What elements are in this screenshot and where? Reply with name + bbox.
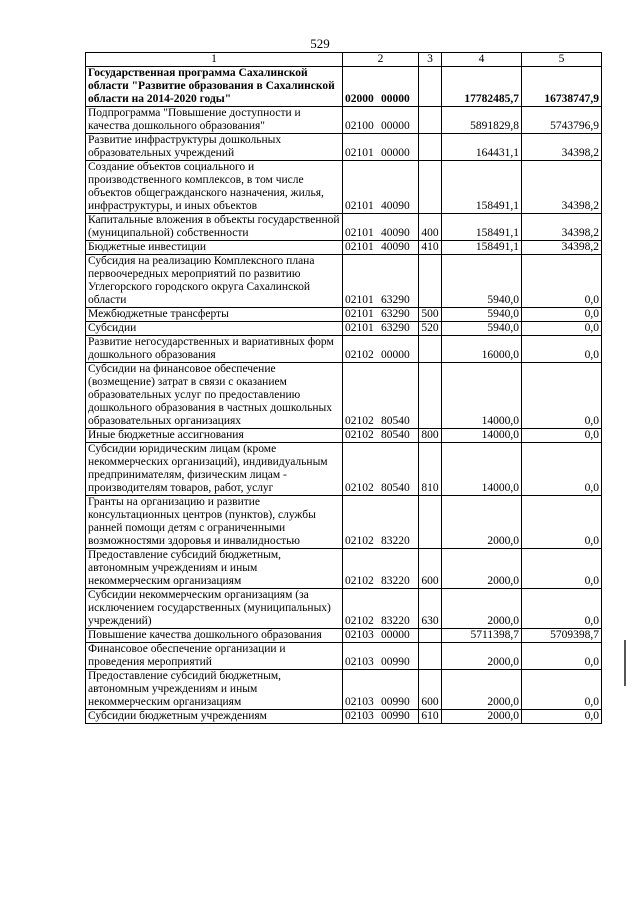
row-amount-5: 0,0	[522, 429, 602, 443]
row-code	[343, 670, 419, 710]
row-amount-4: 5940,0	[442, 308, 522, 322]
row-code	[343, 161, 419, 214]
code-direction: 83220	[381, 575, 410, 587]
table-row	[86, 107, 602, 134]
code-direction: 00000	[381, 629, 410, 641]
page-number: 529	[310, 36, 330, 51]
row-amount-5: 0,0	[522, 443, 602, 496]
code-direction: 00000	[381, 120, 410, 132]
code-program: 02103	[345, 629, 374, 641]
row-amount-5: 0,0	[522, 549, 602, 589]
table-row	[86, 67, 602, 107]
row-code	[343, 255, 419, 308]
row-amount-4: 17782485,7	[442, 67, 522, 107]
code-direction: 00000	[381, 147, 410, 159]
row-amount-5: 34398,2	[522, 161, 602, 214]
code-direction: 63290	[381, 308, 410, 320]
row-name: Повышение качества дошкольного образования	[86, 629, 343, 643]
header-row	[86, 53, 602, 67]
scan-mark	[624, 640, 626, 686]
row-code	[343, 643, 419, 670]
row-expense-type	[419, 107, 442, 134]
row-amount-5: 0,0	[522, 670, 602, 710]
row-amount-4: 158491,1	[442, 214, 522, 241]
row-code	[343, 308, 419, 322]
row-amount-5: 0,0	[522, 255, 602, 308]
row-code	[343, 322, 419, 336]
table-row	[86, 710, 602, 724]
row-name: Субсидия на реализацию Комплексного плана первоочередных мероприятий по развитию Углегорского городского округа Сахалинской области	[86, 255, 343, 308]
code-direction: 40090	[381, 241, 410, 253]
code-direction: 83220	[381, 535, 410, 547]
row-amount-5: 0,0	[522, 363, 602, 429]
row-expense-type: 610	[419, 710, 442, 724]
row-code	[343, 241, 419, 255]
row-expense-type: 400	[419, 214, 442, 241]
row-amount-5: 34398,2	[522, 134, 602, 161]
code-program: 02101	[345, 294, 374, 306]
code-direction: 63290	[381, 294, 410, 306]
row-amount-5: 0,0	[522, 308, 602, 322]
code-program: 02000	[345, 93, 374, 105]
code-program: 02103	[345, 696, 374, 708]
row-name: Государственная программа Сахалинской области "Развитие образования в Сахалинской области на 2014-2020 годы"	[86, 67, 343, 107]
row-code	[343, 443, 419, 496]
row-name: Создание объектов социального и производственного комплексов, в том числе объектов общегражданского назначения, жилья, инфраструктуры, и иных объектов	[86, 161, 343, 214]
row-amount-5: 5709398,7	[522, 629, 602, 643]
header-col-3: 3	[419, 53, 442, 67]
table-row	[86, 308, 602, 322]
code-program: 02103	[345, 656, 374, 668]
table-row	[86, 134, 602, 161]
table-row	[86, 161, 602, 214]
table-row	[86, 589, 602, 629]
row-expense-type: 600	[419, 549, 442, 589]
row-expense-type	[419, 134, 442, 161]
row-amount-4: 5711398,7	[442, 629, 522, 643]
row-code	[343, 67, 419, 107]
row-code	[343, 710, 419, 724]
table-row	[86, 241, 602, 255]
row-amount-4: 2000,0	[442, 589, 522, 629]
table-row	[86, 549, 602, 589]
row-name: Межбюджетные трансферты	[86, 308, 343, 322]
header-col-5: 5	[522, 53, 602, 67]
code-program: 02102	[345, 615, 374, 627]
row-amount-5: 0,0	[522, 710, 602, 724]
row-expense-type	[419, 629, 442, 643]
table-row	[86, 336, 602, 363]
row-code	[343, 214, 419, 241]
row-name: Предоставление субсидий бюджетным, автономным учреждениям и иным некоммерческим организациям	[86, 549, 343, 589]
code-program: 02101	[345, 200, 374, 212]
code-program: 02101	[345, 308, 374, 320]
row-name: Субсидии	[86, 322, 343, 336]
row-amount-4: 2000,0	[442, 549, 522, 589]
header-col-4: 4	[442, 53, 522, 67]
row-name: Субсидии некоммерческим организациям (за исключением государственных (муниципальных) учреждений)	[86, 589, 343, 629]
code-direction: 00000	[381, 93, 410, 105]
code-program: 02102	[345, 415, 374, 427]
row-amount-5: 0,0	[522, 322, 602, 336]
table-row	[86, 429, 602, 443]
table-row	[86, 670, 602, 710]
table-row	[86, 643, 602, 670]
row-amount-5: 5743796,9	[522, 107, 602, 134]
code-direction: 63290	[381, 322, 410, 334]
row-expense-type	[419, 363, 442, 429]
row-amount-4: 5940,0	[442, 322, 522, 336]
row-expense-type: 500	[419, 308, 442, 322]
row-code	[343, 549, 419, 589]
table-row	[86, 255, 602, 308]
row-amount-5: 34398,2	[522, 214, 602, 241]
row-expense-type: 600	[419, 670, 442, 710]
table-row	[86, 363, 602, 429]
code-direction: 00990	[381, 710, 410, 722]
code-program: 02102	[345, 349, 374, 361]
row-amount-4: 14000,0	[442, 363, 522, 429]
code-program: 02100	[345, 120, 374, 132]
row-expense-type: 800	[419, 429, 442, 443]
code-direction: 80540	[381, 429, 410, 441]
row-amount-4: 5891829,8	[442, 107, 522, 134]
row-code	[343, 629, 419, 643]
table-row	[86, 629, 602, 643]
row-code	[343, 336, 419, 363]
row-expense-type: 630	[419, 589, 442, 629]
row-code	[343, 134, 419, 161]
code-program: 02102	[345, 429, 374, 441]
row-name: Субсидии юридическим лицам (кроме некоммерческих организаций), индивидуальным предпринимателям, физическим лицам - производителям товаров, работ, услуг	[86, 443, 343, 496]
row-amount-4: 14000,0	[442, 429, 522, 443]
row-name: Развитие негосударственных и вариативных форм дошкольного образования	[86, 336, 343, 363]
table-row	[86, 214, 602, 241]
row-amount-4: 158491,1	[442, 241, 522, 255]
header-col-2: 2	[343, 53, 419, 67]
row-expense-type: 410	[419, 241, 442, 255]
code-direction: 00000	[381, 349, 410, 361]
row-amount-4: 16000,0	[442, 336, 522, 363]
row-name: Финансовое обеспечение организации и проведения мероприятий	[86, 643, 343, 670]
code-direction: 40090	[381, 227, 410, 239]
row-name: Иные бюджетные ассигнования	[86, 429, 343, 443]
row-code	[343, 589, 419, 629]
row-amount-4: 2000,0	[442, 670, 522, 710]
code-direction: 80540	[381, 482, 410, 494]
row-code	[343, 496, 419, 549]
row-expense-type: 810	[419, 443, 442, 496]
row-name: Гранты на организацию и развитие консультационных центров (пунктов), службы ранней помощи детям с ограниченными возможностями здоровья и инвалидностью	[86, 496, 343, 549]
code-program: 02102	[345, 535, 374, 547]
row-amount-5: 0,0	[522, 336, 602, 363]
row-expense-type	[419, 67, 442, 107]
row-amount-4: 2000,0	[442, 496, 522, 549]
code-program: 02101	[345, 322, 374, 334]
code-program: 02101	[345, 227, 374, 239]
table-row	[86, 443, 602, 496]
row-code	[343, 363, 419, 429]
code-direction: 00990	[381, 696, 410, 708]
row-amount-5: 0,0	[522, 643, 602, 670]
code-direction: 00990	[381, 656, 410, 668]
row-name: Развитие инфраструктуры дошкольных образовательных учреждений	[86, 134, 343, 161]
row-amount-5: 0,0	[522, 589, 602, 629]
row-amount-4: 158491,1	[442, 161, 522, 214]
row-name: Бюджетные инвестиции	[86, 241, 343, 255]
row-name: Предоставление субсидий бюджетным, автономным учреждениям и иным некоммерческим организациям	[86, 670, 343, 710]
budget-table	[85, 52, 602, 724]
row-name: Субсидии бюджетным учреждениям	[86, 710, 343, 724]
row-expense-type	[419, 255, 442, 308]
row-code	[343, 429, 419, 443]
code-direction: 83220	[381, 615, 410, 627]
code-program: 02101	[345, 147, 374, 159]
row-amount-5: 0,0	[522, 496, 602, 549]
code-program: 02102	[345, 482, 374, 494]
row-expense-type: 520	[419, 322, 442, 336]
code-direction: 80540	[381, 415, 410, 427]
code-program: 02103	[345, 710, 374, 722]
code-direction: 40090	[381, 200, 410, 212]
row-expense-type	[419, 336, 442, 363]
table-row	[86, 322, 602, 336]
table-row	[86, 496, 602, 549]
row-name: Подпрограмма "Повышение доступности и качества дошкольного образования"	[86, 107, 343, 134]
row-amount-4: 5940,0	[442, 255, 522, 308]
code-program: 02102	[345, 575, 374, 587]
row-name: Субсидии на финансовое обеспечение (возмещение) затрат в связи с оказанием образовательных услуг по предоставлению дошкольного образования в частных дошкольных образовательных организациях	[86, 363, 343, 429]
row-expense-type	[419, 496, 442, 549]
row-expense-type	[419, 161, 442, 214]
row-amount-4: 2000,0	[442, 710, 522, 724]
row-amount-4: 164431,1	[442, 134, 522, 161]
row-amount-5: 16738747,9	[522, 67, 602, 107]
row-name: Капитальные вложения в объекты государственной (муниципальной) собственности	[86, 214, 343, 241]
code-program: 02101	[345, 241, 374, 253]
header-col-1: 1	[86, 53, 343, 67]
row-amount-4: 2000,0	[442, 643, 522, 670]
row-expense-type	[419, 643, 442, 670]
row-amount-5: 34398,2	[522, 241, 602, 255]
row-amount-4: 14000,0	[442, 443, 522, 496]
row-code	[343, 107, 419, 134]
